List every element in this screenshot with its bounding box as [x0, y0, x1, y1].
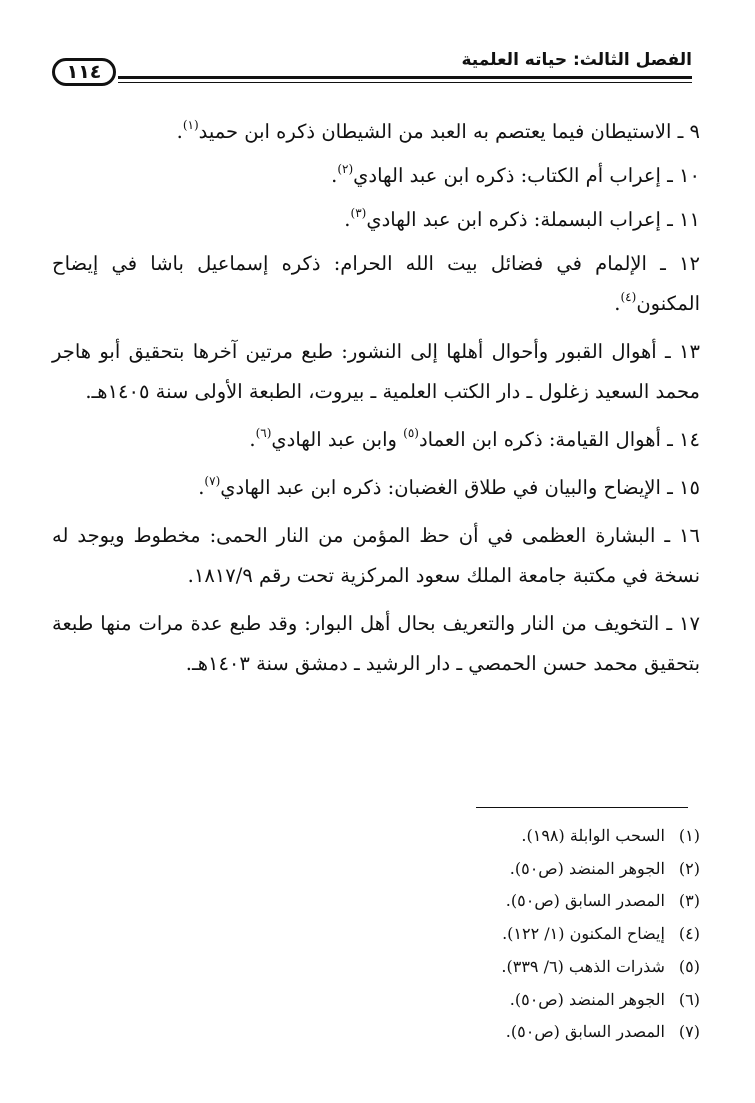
footnote-ref: (٢) [337, 162, 354, 176]
entry-12: ١٢ ـ الإلمام في فضائل بيت الله الحرام: ذكره إسماعيل باشا في إيضاح المكنون$^{(٤)}$. [52, 252, 700, 315]
entry-10: ١٠ ـ إعراب أم الكتاب: ذكره ابن عبد الهادي$^{(٢)}$. [331, 162, 700, 187]
footnote-ref: (٤) [620, 290, 637, 304]
header-rule [118, 76, 692, 79]
footnotes [280, 820, 700, 1049]
footnote-ref: (٣) [350, 206, 367, 220]
footnote-ref: (١) [182, 118, 199, 132]
chapter-title: الفصل الثالث: حياته العلمية [461, 50, 692, 70]
footnote: (٧) المصدر السابق (ص٥٠). [505, 1022, 700, 1042]
footnote: (٣) المصدر السابق (ص٥٠). [505, 891, 700, 911]
footnote: (٦) الجوهر المنضد (ص٥٠). [509, 989, 700, 1009]
footnote-divider [476, 807, 688, 808]
entry-14: ١٤ ـ أهوال القيامة: ذكره ابن العماد$^{(٥)}$ وابن عبد الهادي$^{(٦)}$. [249, 426, 700, 451]
footnote: (١) السحب الوابلة (١٩٨). [521, 826, 700, 845]
footnote-ref: (٥) [403, 426, 419, 440]
header-rule-thin [118, 82, 692, 83]
footnote-ref: (٦) [255, 426, 272, 440]
entry-17: ١٧ ـ التخويف من النار والتعريف بحال أهل البوار: وقد طبع عدة مرات منها طبعة بتحقيق محمد حسن الحمصي ـ دار الرشيد ـ دمشق سنة ١٤٠٣هـ. [52, 612, 700, 675]
footnote-ref: (٧) [204, 474, 221, 488]
entry-9: ٩ ـ الاستيطان فيما يعتصم به العبد من الشيطان ذكره ابن حميد$^{(١)}$. [176, 118, 700, 143]
footnote: (٤) إيضاح المكنون (١/ ١٢٢). [502, 924, 700, 944]
entry-13: ١٣ ـ أهوال القبور وأحوال أهلها إلى النشور: طبع مرتين آخرها بتحقيق أبو هاجر محمد السعيد زغلول ـ دار الكتب العلمية ـ بيروت، الطبعة الأولى سنة ١٤٠٥هـ. [52, 340, 700, 403]
footnote: (٢) الجوهر المنضد (ص٥٠). [509, 858, 700, 878]
footnote: (٥) شذرات الذهب (٦/ ٣٣٩). [501, 956, 700, 976]
entry-11: ١١ ـ إعراب البسملة: ذكره ابن عبد الهادي$^{(٣)}$. [344, 206, 700, 231]
entry-15: ١٥ ـ الإيضاح والبيان في طلاق الغضبان: ذكره ابن عبد الهادي$^{(٧)}$. [198, 474, 700, 499]
page-number: ١١٤ [52, 58, 116, 86]
page-header [52, 48, 692, 92]
entry-16: ١٦ ـ البشارة العظمى في أن حظ المؤمن من النار الحمى: مخطوط ويوجد له نسخة في مكتبة جامعة الملك سعود المركزية تحت رقم ١٨١٧/٩. [52, 524, 700, 587]
main-text [52, 112, 700, 688]
